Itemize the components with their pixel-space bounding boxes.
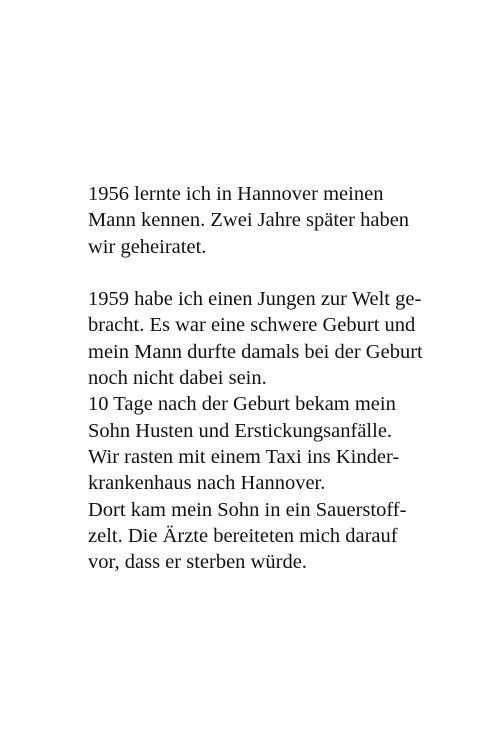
text-line: 1959 habe ich einen Jungen zur Welt ge- bbox=[88, 288, 422, 311]
text-line: noch nicht dabei sein. bbox=[88, 367, 267, 390]
text-line: vor, dass er sterben würde. bbox=[88, 551, 307, 574]
text-line: Dort kam mein Sohn in ein Sauerstoff- bbox=[88, 498, 407, 521]
text-line: zelt. Die Ärzte bereiteten mich darauf bbox=[88, 524, 398, 547]
text-line: 10 Tage nach der Geburt bekam mein bbox=[88, 393, 396, 416]
text-line: bracht. Es war eine schwere Geburt und bbox=[88, 314, 416, 337]
text-line: mein Mann durfte damals bei der Geburt bbox=[88, 340, 423, 363]
paragraph-spacer bbox=[88, 260, 428, 286]
text-line: Mann kennen. Zwei Jahre später haben bbox=[88, 209, 410, 232]
text-line: wir geheiratet. bbox=[88, 235, 207, 258]
text-line: Sohn Husten und Erstickungsanfälle. bbox=[88, 419, 393, 442]
paragraph-1 bbox=[88, 181, 428, 260]
text-line: 1956 lernte ich in Hannover meinen bbox=[88, 183, 384, 205]
text-line: krankenhaus nach Hannover. bbox=[88, 472, 326, 495]
paragraph-2 bbox=[88, 286, 428, 575]
text-line: Wir rasten mit einem Taxi ins Kinder- bbox=[88, 445, 400, 468]
body-text bbox=[88, 181, 428, 575]
